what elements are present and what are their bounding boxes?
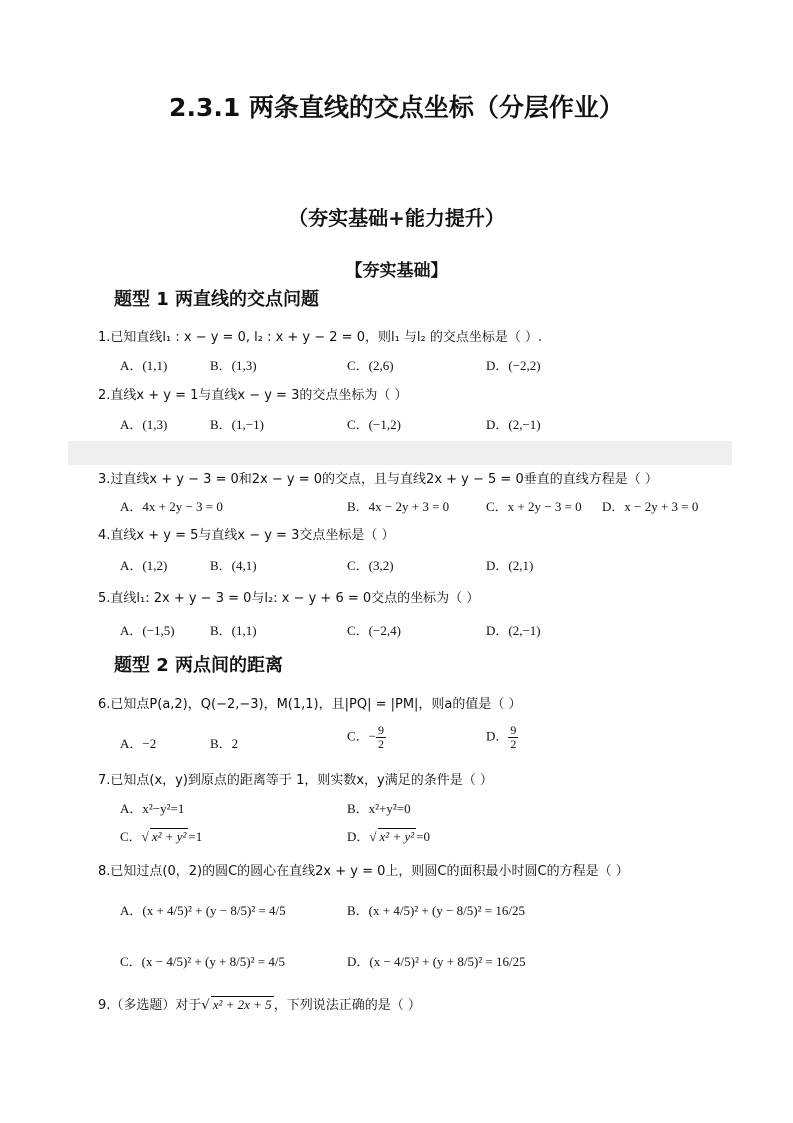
q5-option-a: A．(−1,5) [120,623,175,638]
q9-prefix: 9.（多选题）对于 [98,998,202,1013]
q2-option-d: D．(2,−1) [486,417,541,432]
question-3: 3.过直线x + y − 3 = 0和2x − y = 0的交点，且与直线2x + y − 5 = 0垂直的直线方程是（ ） [98,472,658,487]
q1-option-a: A．(1,1) [120,358,168,373]
q6-option-c-label: C．− [347,728,377,744]
q2-option-a: A．(1,3) [120,417,168,432]
q2-option-c: C．(−1,2) [347,417,401,432]
q7-option-a: A．x²−y²=1 [120,801,185,816]
q9-sqrt: √ x² + 2x + 5 [201,997,272,1013]
q4-option-b: B．(4,1) [210,558,257,573]
q6-option-d-fraction: $\frac{9}{2}$ [510,723,517,751]
q6-option-c-fraction: $\frac{9}{2}$ [378,723,385,751]
page-subtitle: （夯实基础+能力提升） [288,206,505,230]
q6-option-d-label: D． [486,728,509,744]
q7-option-d-label: D． [347,829,370,844]
q3-option-a: A．4x + 2y − 3 = 0 [120,499,223,514]
q7-c-sqrt: √ x² + y² [141,829,187,844]
q4-option-a: A．(1,2) [120,558,168,573]
q3-option-b: B．4x − 2y + 3 = 0 [347,499,450,514]
q7-option-c [120,826,202,845]
q7-d-eq: =0 [416,829,430,844]
question-type-1: 题型 1 两直线的交点问题 [114,289,320,310]
q7-option-b: B．x²+y²=0 [347,801,411,816]
q5-option-b: B．(1,1) [210,623,257,638]
question-7: 7.已知点(x，y)到原点的距离等于 1，则实数x，y满足的条件是（ ） [98,773,493,788]
q3-option-c: C．x + 2y − 3 = 0 [486,499,582,514]
q7-c-eq: =1 [188,829,203,844]
q8-option-b: B．(x + 4/5)² + (y − 8/5)² = 16/25 [347,903,525,918]
question-9 [98,994,421,1013]
question-type-2: 题型 2 两点间的距离 [114,655,284,676]
q1-option-b: B．(1,3) [210,358,257,373]
question-8: 8.已知过点(0，2)的圆C的圆心在直线2x + y = 0上，则圆C的面积最小时圆C的方程是（ ） [98,864,629,879]
q9-tail: ，下列说法正确的是（ ） [273,998,421,1013]
q8-option-d: D．(x − 4/5)² + (y + 8/5)² = 16/25 [347,954,526,969]
question-6: 6.已知点P(a,2)，Q(−2,−3)，M(1,1)，且|PQ| = |PM|，则a的值是（ ） [98,697,522,712]
q6-option-a: A．−2 [120,736,157,751]
q1-option-d: D．(−2,2) [486,358,541,373]
q4-option-c: C．(3,2) [347,558,394,573]
q7-d-sqrt: √ x² + y² [369,829,415,844]
q4-option-d: D．(2,1) [486,558,534,573]
q2-option-b: B．(1,−1) [210,417,264,432]
question-1: 1.已知直线l₁ : x − y = 0, l₂ : x + y − 2 = 0，则l₁ 与l₂ 的交点坐标是（ ）. [98,330,543,345]
question-4: 4.直线x + y = 5与直线x − y = 3交点坐标是（ ） [98,528,395,543]
question-5: 5.直线l₁: 2x + y − 3 = 0与l₂: x − y + 6 = 0交点的坐标为（ ） [98,591,480,606]
q6-option-c [347,724,386,751]
q6-option-d [486,724,518,751]
page-title: 2.3.1 两条直线的交点坐标（分层作业） [169,93,624,122]
q7-option-d [347,826,430,845]
page-break-band [68,441,732,465]
q1-option-c: C．(2,6) [347,358,394,373]
question-2: 2.直线x + y = 1与直线x − y = 3的交点坐标为（ ） [98,388,408,403]
q8-option-a: A．(x + 4/5)² + (y − 8/5)² = 4/5 [120,903,286,918]
q3-option-d: D．x − 2y + 3 = 0 [602,499,699,514]
q6-option-b: B．2 [210,736,239,751]
q5-option-c: C．(−2,4) [347,623,401,638]
q7-option-c-label: C． [120,829,142,844]
q8-option-c: C．(x − 4/5)² + (y + 8/5)² = 4/5 [120,954,285,969]
q5-option-d: D．(2,−1) [486,623,541,638]
section-heading: 【夯实基础】 [345,261,448,281]
